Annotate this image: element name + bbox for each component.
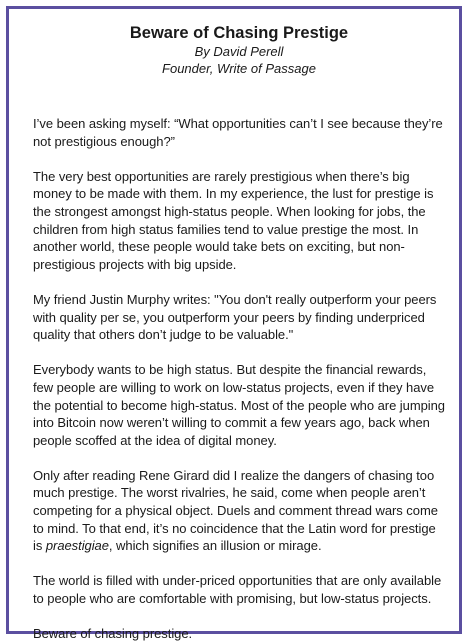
author-role: Founder, Write of Passage xyxy=(162,61,316,76)
document-content xyxy=(33,23,445,643)
girard-text-after: , which signifies an illusion or mirage. xyxy=(108,538,322,554)
paragraph-question: I’ve been asking myself: “What opportunities can’t I see because they’re not prestigious enough?” xyxy=(33,116,443,149)
paragraph-high-status: Everybody wants to be high status. But despite the financial rewards, few people are willing to work on low-status projects, even if they have the potential to become high-status. Most of the people who are jumping into Bitcoin now weren’t willing to commit a few years ago, back when people scoffed at the idea of digital money. xyxy=(33,362,445,448)
paragraph-underpriced-opportunities: The world is filled with under-priced opportunities that are only available to people who are comfortable with promising, but low-status projects. xyxy=(33,573,442,607)
document-title: Beware of Chasing Prestige xyxy=(129,24,349,42)
girard-text-before: Only after reading Rene Girard did I realize the dangers of chasing too much prestige. The worst rivalries, he said, come when people aren’t competing for a physical object. Duels and comment thread wars come to mind. To that end, it’s no coincidence that the Latin word for prestige is xyxy=(33,467,438,554)
author-byline: By David Perell xyxy=(194,44,284,59)
paragraph-justin-murphy-quote: My friend Justin Murphy writes: "You don't really outperform your peers with quality per se, you outperform your peers by finding underpriced quality that others don’t judge to be valuable." xyxy=(33,291,437,343)
paragraph-opportunities: The very best opportunities are rarely prestigious when there’s big money to be made with them. In my experience, the lust for prestige is the strongest amongst high-status people. When looking for jobs, the children from high status families tend to value prestige the most. In another world, these people would take bets on exciting, but non-prestigious projects with big upside. xyxy=(33,168,434,272)
document-body xyxy=(33,115,445,643)
document-frame xyxy=(6,6,462,642)
latin-word-emphasis: praestigiae xyxy=(45,538,109,554)
paragraph-rene-girard xyxy=(33,467,445,555)
paragraph-closing: Beware of chasing prestige. xyxy=(33,626,193,642)
